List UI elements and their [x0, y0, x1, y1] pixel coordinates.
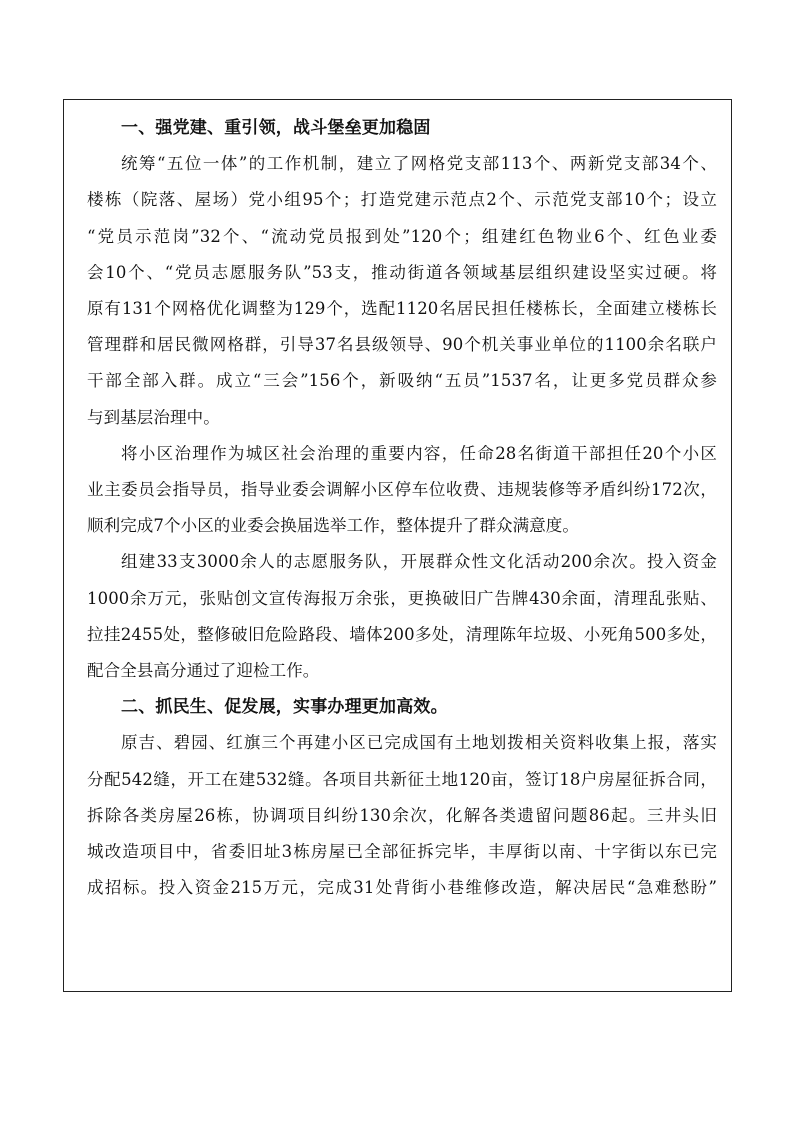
section-heading-1: 一、强党建、重引领，战斗堡垒更加稳固 — [121, 118, 431, 138]
text-line: 干部全部入群。成立“三会”156个，新吸纳“五员”1537名，让更多党员群众参 — [87, 371, 717, 391]
text-line: 管理群和居民微网格群，引导37名县级领导、90个机关事业单位的1100余名联户 — [87, 335, 717, 355]
text-line: 原有131个网格优化调整为129个，选配1120名居民担任楼栋长，全面建立楼栋长 — [87, 299, 717, 319]
document-body — [87, 110, 717, 906]
text-line: 顺利完成7个小区的业委会换届选举工作，整体提升了群众满意度。 — [87, 516, 579, 536]
text-line: 分配542缝，开工在建532缝。各项目共新征土地120亩，签订18户房屋征拆合同， — [87, 769, 717, 789]
text-line: 拆除各类房屋26栋，协调项目纠纷130余次，化解各类遗留问题86起。三井头旧 — [87, 805, 717, 825]
text-line: 会10个、“党员志愿服务队”53支，推动街道各领域基层组织建设坚实过硬。将 — [87, 262, 717, 282]
text-line: 配合全县高分通过了迎检工作。 — [87, 661, 320, 681]
text-line: 拉挂2455处，整修破旧危险路段、墙体200多处，清理陈年垃圾、小死角500多处， — [87, 624, 717, 644]
paragraph-1-1 — [87, 146, 717, 436]
text-line: 统筹“五位一体”的工作机制，建立了网格党支部113个、两新党支部34个、 — [121, 154, 717, 174]
paragraph-1-3 — [87, 544, 717, 689]
text-line: 原吉、碧园、红旗三个再建小区已完成国有土地划拨相关资料收集上报，落实 — [121, 733, 717, 753]
paragraph-2-1 — [87, 725, 717, 906]
document-frame — [63, 99, 732, 992]
section-heading-2: 二、抓民生、促发展，实事办理更加高效。 — [121, 697, 448, 718]
text-line: 成招标。投入资金215万元，完成31处背街小巷维修改造，解决居民“急难愁盼” — [87, 878, 717, 898]
text-line: 与到基层治理中。 — [87, 407, 220, 427]
text-line: 1000余万元，张贴创文宣传海报万余张，更换破旧广告牌430余面，清理乱张贴、 — [87, 588, 717, 608]
text-line: 城改造项目中，省委旧址3栋房屋已全部征拆完毕，丰厚街以南、十字街以东已完 — [87, 842, 717, 862]
paragraph-1-2 — [87, 436, 717, 545]
text-line: 楼栋（院落、屋场）党小组95个；打造党建示范点2个、示范党支部10个；设立 — [87, 190, 717, 210]
text-line: 组建33支3000余人的志愿服务队，开展群众性文化活动200余次。投入资金 — [121, 552, 717, 572]
text-line: “党员示范岗”32个、“流动党员报到处”120个；组建红色物业6个、红色业委 — [87, 226, 717, 246]
text-line: 业主委员会指导员，指导业委会调解小区停车位收费、违规装修等矛盾纠纷172次， — [87, 480, 717, 500]
text-line: 将小区治理作为城区社会治理的重要内容，任命28名街道干部担任20个小区 — [121, 443, 717, 463]
